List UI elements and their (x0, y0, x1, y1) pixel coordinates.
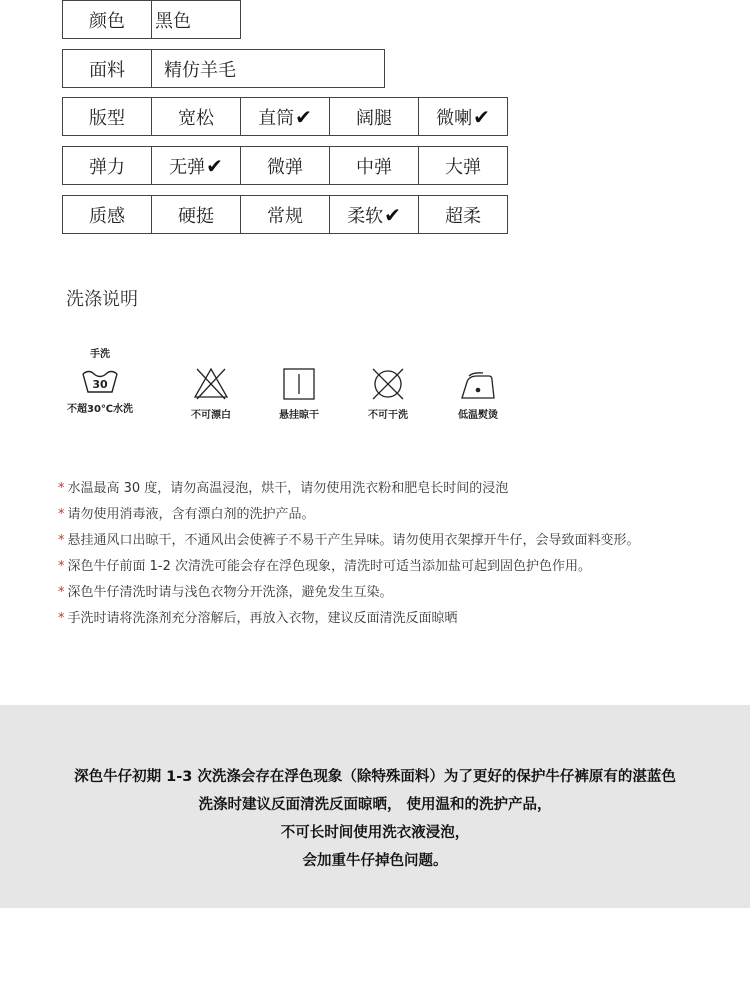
spec-option-text: 硬挺 (178, 205, 214, 227)
wash-title: 洗涤说明 (66, 289, 138, 310)
care-hand-wash-number: 30 (92, 378, 108, 391)
low-iron-icon (459, 370, 497, 402)
care-hang-dry-label: 悬挂晾干 (279, 410, 319, 421)
banner-line: 洗涤时建议反面清洗反面晾晒， 使用温和的洗护产品， (198, 797, 552, 813)
spec-option-stretch-3 (418, 146, 508, 185)
spec-option-fit-2 (329, 97, 419, 136)
care-hang-dry (269, 366, 329, 421)
no-dry-clean-icon (370, 366, 406, 402)
spec-option-stretch-0 (151, 146, 241, 185)
spec-option-texture-2 (329, 195, 419, 234)
spec-option-text: 微弹 (267, 156, 303, 178)
care-low-iron (448, 370, 508, 421)
care-note (58, 530, 640, 556)
spec-option-text: 宽松 (178, 107, 214, 129)
note-bullet: * (58, 585, 65, 600)
care-note-text: 手洗时请将洗涤剂充分溶解后，再放入衣物，建议反面清洗反面晾晒 (67, 611, 458, 626)
spec-option-text: 无弹 (169, 156, 206, 178)
note-bullet: * (58, 533, 65, 548)
hang-dry-icon (281, 366, 317, 402)
spec-label-fit: 版型 (62, 97, 152, 136)
care-hand-wash (62, 345, 138, 415)
spec-option-fit-0 (151, 97, 241, 136)
spec-option-fit-1 (240, 97, 330, 136)
care-hand-wash-label: 不超30℃水洗 (66, 404, 134, 415)
care-notes (58, 478, 640, 634)
spec-row-fit (62, 97, 508, 136)
check-icon: ✔ (206, 153, 223, 178)
care-note (58, 608, 640, 634)
spec-option-stretch-1 (240, 146, 330, 185)
spec-option-text: 超柔 (445, 205, 481, 227)
banner-line: 不可长时间使用洗衣液浸泡， (280, 825, 470, 841)
care-no-dry-clean (358, 366, 418, 421)
spec-option-text: 大弹 (445, 156, 481, 178)
spec-option-texture-3 (418, 195, 508, 234)
care-note-text: 请勿使用消毒液，含有漂白剂的洗护产品。 (67, 507, 315, 522)
note-bullet: * (58, 481, 65, 496)
hand-wash-30-icon (80, 368, 120, 396)
spec-label-texture: 质感 (62, 195, 152, 234)
care-note-text: 深色牛仔前面 1-2 次清洗可能会存在浮色现象，清洗时可适当添加盐可起到固色护色作用。 (67, 559, 591, 574)
care-note (58, 478, 640, 504)
spec-option-fit-3 (418, 97, 508, 136)
care-no-dry-clean-label: 不可干洗 (368, 410, 408, 421)
spec-row-stretch (62, 146, 508, 185)
check-icon: ✔ (473, 104, 490, 129)
banner-line: 深色牛仔初期 1-3 次洗涤会存在浮色现象（除特殊面料）为了更好的保护牛仔裤原有的湛蓝色 (74, 769, 676, 785)
care-note-text: 水温最高 30 度，请勿高温浸泡，烘干，请勿使用洗衣粉和肥皂长时间的浸泡 (67, 481, 509, 496)
care-no-bleach-label: 不可漂白 (191, 410, 231, 421)
care-hand-wash-top-label: 手洗 (90, 349, 110, 360)
spec-option-texture-1 (240, 195, 330, 234)
note-bullet: * (58, 611, 65, 626)
care-no-bleach (181, 366, 241, 421)
care-low-iron-label: 低温熨烫 (458, 410, 498, 421)
spec-option-texture-0 (151, 195, 241, 234)
note-bullet: * (58, 559, 65, 574)
care-note-text: 悬挂通风口出晾干，不通风出会使裤子不易干产生异味。请勿使用衣架撑开牛仔，会导致面料变形。 (67, 533, 640, 548)
banner-line: 会加重牛仔掉色问题。 (302, 853, 448, 869)
spec-label-color: 颜色 (62, 0, 152, 39)
check-icon: ✔ (384, 202, 401, 227)
spec-option-text: 常规 (267, 205, 303, 227)
spec-label-fabric: 面料 (62, 49, 152, 88)
care-note (58, 504, 640, 530)
spec-row-color (62, 0, 241, 39)
spec-label-stretch: 弹力 (62, 146, 152, 185)
no-bleach-icon (193, 366, 229, 402)
spec-value-fabric: 精仿羊毛 (151, 49, 385, 88)
spec-option-text: 阔腿 (356, 107, 392, 129)
spec-option-stretch-2 (329, 146, 419, 185)
spec-option-text: 柔软 (347, 205, 384, 227)
spec-option-text: 中弹 (356, 156, 392, 178)
care-note (58, 556, 640, 582)
spec-row-texture (62, 195, 508, 234)
spec-option-text: 微喇 (436, 107, 473, 129)
spec-value-color: 黑色 (151, 0, 241, 39)
care-note (58, 582, 640, 608)
care-note-text: 深色牛仔清洗时请与浅色衣物分开洗涤，避免发生互染。 (67, 585, 393, 600)
denim-care-banner (0, 705, 750, 908)
banner-lines (0, 763, 750, 875)
spec-option-text: 直筒 (258, 107, 295, 129)
note-bullet: * (58, 507, 65, 522)
spec-row-fabric (62, 49, 385, 88)
check-icon: ✔ (295, 104, 312, 129)
